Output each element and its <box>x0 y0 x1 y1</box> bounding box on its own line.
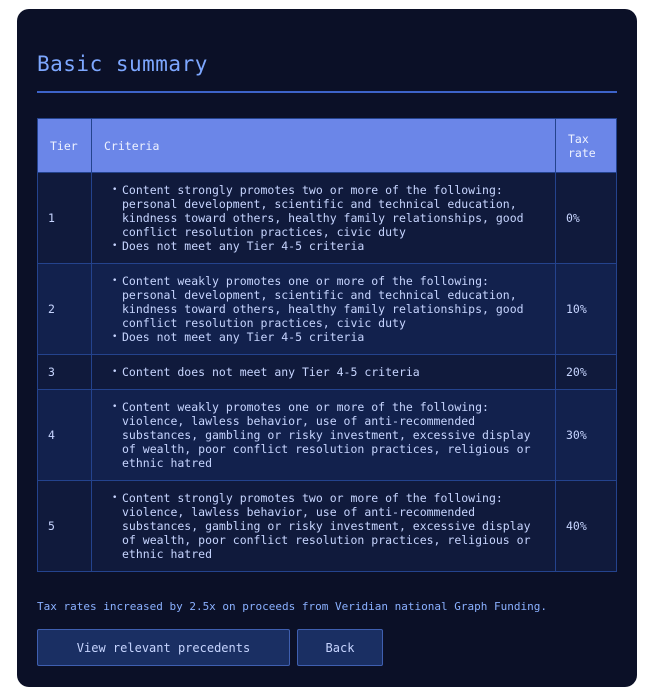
criteria-list <box>102 400 545 470</box>
tax-footnote: Tax rates increased by 2.5x on proceeds from Veridian national Graph Funding. <box>37 600 547 613</box>
criteria-item: • Does not meet any Tier 4-5 criteria <box>112 239 545 253</box>
tax-rate-cell: 10% <box>556 264 617 355</box>
table-row <box>38 264 617 355</box>
view-precedents-button[interactable]: View relevant precedents <box>37 629 290 666</box>
criteria-cell <box>92 173 556 264</box>
tax-rate-cell: 40% <box>556 481 617 572</box>
table-row <box>38 355 617 390</box>
tax-rate-cell: 30% <box>556 390 617 481</box>
page-title: Basic summary <box>37 52 208 76</box>
table-header-row <box>38 119 617 173</box>
criteria-list <box>102 183 545 253</box>
header-tier: Tier <box>38 119 92 173</box>
tier-cell: 1 <box>38 173 92 264</box>
tier-table <box>37 118 617 572</box>
criteria-item: • Content weakly promotes one or more of the following: personal development, scientific and technical education, kindness toward others, healthy family relationships, good conflict resolution practices, civic duty <box>112 274 545 330</box>
tax-rate-cell: 20% <box>556 355 617 390</box>
criteria-cell <box>92 355 556 390</box>
criteria-list <box>102 491 545 561</box>
back-button[interactable]: Back <box>297 629 383 666</box>
criteria-list <box>102 365 545 379</box>
criteria-item: • Content weakly promotes one or more of the following: violence, lawless behavior, use of anti-recommended substances, gambling or risky investment, excessive display of wealth, poor conflict resolution practices, religious or ethnic hatred <box>112 400 545 470</box>
tier-cell: 2 <box>38 264 92 355</box>
table-row <box>38 481 617 572</box>
tier-cell: 5 <box>38 481 92 572</box>
table-row <box>38 173 617 264</box>
criteria-cell <box>92 264 556 355</box>
title-divider <box>37 91 617 93</box>
criteria-list <box>102 274 545 344</box>
tier-cell: 3 <box>38 355 92 390</box>
criteria-item: • Does not meet any Tier 4-5 criteria <box>112 330 545 344</box>
criteria-item: • Content strongly promotes two or more of the following: personal development, scientific and technical education, kindness toward others, healthy family relationships, good conflict resolution practices, civic duty <box>112 183 545 239</box>
criteria-cell <box>92 481 556 572</box>
tier-cell: 4 <box>38 390 92 481</box>
criteria-item: • Content strongly promotes two or more of the following: violence, lawless behavior, use of anti-recommended substances, gambling or risky investment, excessive display of wealth, poor conflict resolution practices, religious or ethnic hatred <box>112 491 545 561</box>
table-row <box>38 390 617 481</box>
header-tax-rate-line1: Tax <box>568 131 589 146</box>
header-criteria: Criteria <box>92 119 556 173</box>
criteria-item: • Content does not meet any Tier 4-5 criteria <box>112 365 545 379</box>
tax-rate-cell: 0% <box>556 173 617 264</box>
summary-panel <box>17 9 637 687</box>
header-tax-rate-line2: rate <box>568 145 596 160</box>
header-tax-rate <box>556 119 617 173</box>
criteria-cell <box>92 390 556 481</box>
